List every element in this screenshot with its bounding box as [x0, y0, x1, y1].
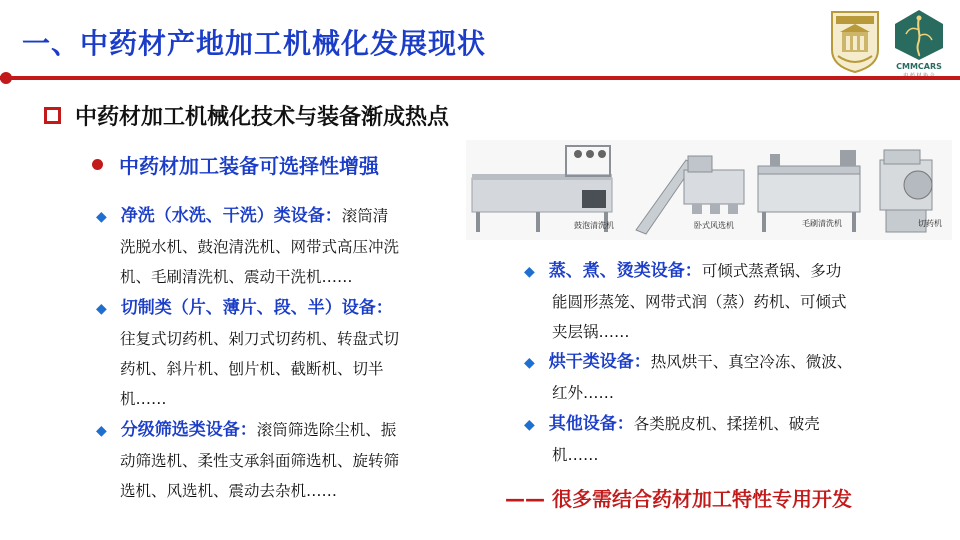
- item-text: 各类脱皮机、揉搓机、破壳: [633, 415, 820, 433]
- item-text: 热风烘干、真空冷冻、微波、: [650, 353, 853, 371]
- diamond-bullet-icon: ◆: [524, 417, 535, 433]
- photo-caption: 卧式风选机: [694, 221, 734, 230]
- item-line: 药机、斜片机、刨片机、截断机、切半: [120, 360, 384, 378]
- item-label: 其他设备：: [548, 414, 634, 434]
- item-line: 机……: [120, 390, 167, 408]
- item-text: 滚筒清: [341, 207, 389, 225]
- machine-photos: [466, 140, 952, 240]
- item-line: 动筛选机、柔性支承斜面筛选机、旋转筛: [120, 452, 400, 470]
- sub-heading-text: 中药材加工装备可选择性增强: [119, 154, 379, 178]
- diamond-bullet-icon: ◆: [96, 301, 107, 317]
- item-line: 选机、风选机、震动去杂机……: [120, 482, 338, 500]
- photo-caption: 毛刷清洗机: [802, 219, 842, 228]
- diamond-bullet-icon: ◆: [524, 355, 535, 371]
- item-line: 能圆形蒸笼、网带式润（蒸）药机、可倾式: [552, 293, 847, 311]
- diamond-bullet-icon: ◆: [96, 423, 107, 439]
- item-label: 切制类（片、薄片、段、半）设备：: [120, 298, 393, 318]
- right-item-other: [524, 409, 940, 470]
- item-line: 机……: [552, 446, 599, 464]
- photo-caption: 切药机: [918, 219, 942, 228]
- right-item-steaming: [524, 256, 940, 347]
- cmmcars-logo: [888, 8, 950, 78]
- section-heading: [44, 100, 449, 131]
- item-line: 往复式切药机、剁刀式切药机、转盘式切: [120, 330, 400, 348]
- left-item-screening: [96, 415, 476, 506]
- item-text: 滚筒筛选除尘机、振: [256, 421, 397, 439]
- conclusion-text: —— 很多需结合药材加工特性专用开发: [505, 487, 852, 511]
- right-item-drying: [524, 347, 940, 408]
- section-heading-text: 中药材加工机械化技术与装备渐成热点: [75, 105, 450, 130]
- sub-heading: [92, 150, 379, 179]
- photo-caption: 鼓泡清洗机: [574, 221, 614, 230]
- item-line: 机、毛刷清洗机、震动干洗机……: [120, 268, 353, 286]
- left-item-washing: [96, 201, 476, 292]
- diamond-bullet-icon: ◆: [96, 209, 107, 225]
- page-title: 一、中药材产地加工机械化发展现状: [22, 27, 487, 60]
- item-label: 净洗（水洗、干洗）类设备：: [120, 206, 342, 226]
- item-line: 夹层锅……: [552, 323, 630, 341]
- left-item-cutting: [96, 293, 476, 414]
- item-label: 蒸、煮、烫类设备：: [548, 261, 702, 281]
- item-text: 可倾式蒸煮锅、多功: [701, 262, 842, 280]
- title-rule: [0, 76, 960, 80]
- university-seal-logo: [828, 10, 882, 74]
- item-line: 红外……: [552, 384, 615, 402]
- red-dot-bullet-icon: [92, 159, 103, 170]
- item-line: 洗脱水机、鼓泡清洗机、网带式高压冲洗: [120, 238, 400, 256]
- item-label: 烘干类设备：: [548, 352, 651, 372]
- item-label: 分级筛选类设备：: [120, 420, 257, 440]
- cmmcars-logo-text: CMMCARS: [896, 62, 942, 71]
- diamond-bullet-icon: ◆: [524, 264, 535, 280]
- hollow-square-bullet-icon: [44, 107, 61, 124]
